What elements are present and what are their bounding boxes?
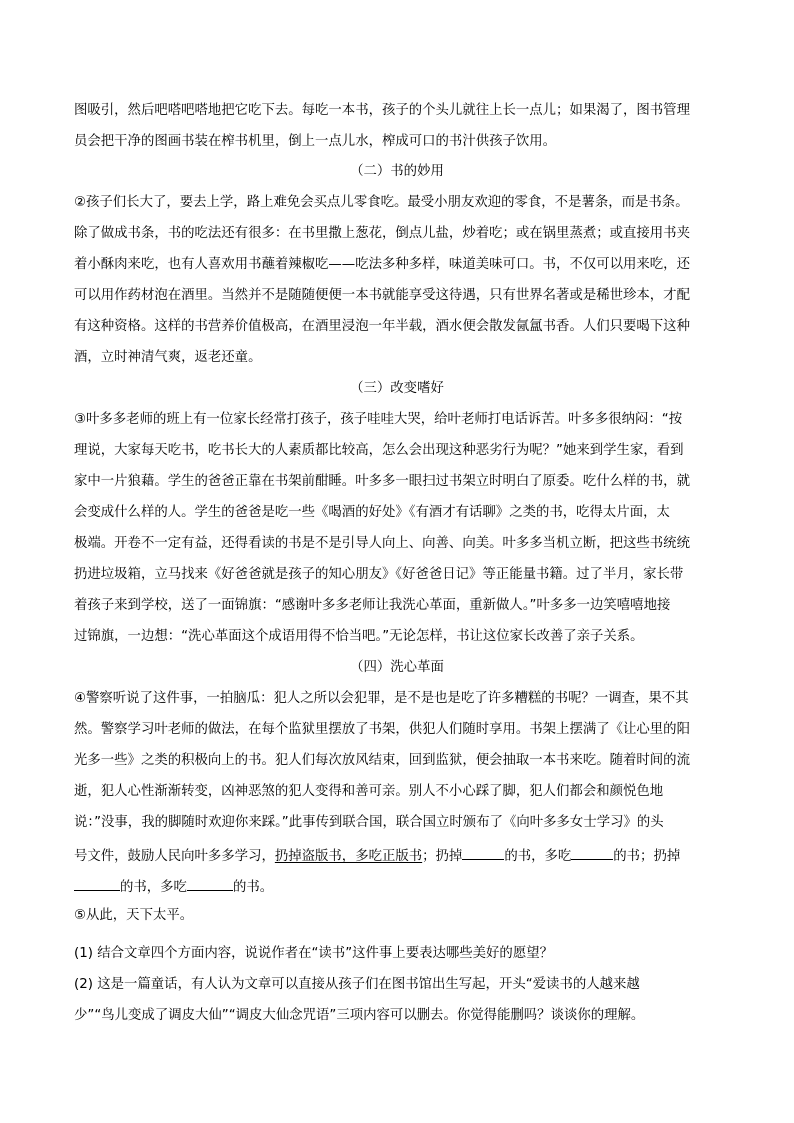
paragraph-3-line-4: 会变成什么样的人。学生的爸爸是吃一些《喝酒的好处》《有酒才有话聊》之类的书，吃得太片面，太 bbox=[74, 505, 670, 520]
paragraph-2-line-4: 可以用作药材泡在酒里。当然并不是随随便便一本书就能享受这待遇，只有世界名著或是稀世珍本，才配 bbox=[74, 288, 690, 303]
answer-blank[interactable] bbox=[462, 844, 504, 860]
question-2-line-2: 少”“鸟儿变成了调皮大仙”“调皮大仙念咒语”三项内容可以删去。你觉得能删吗？谈谈你的理解。 bbox=[74, 1008, 645, 1023]
section-heading-3: （三）改变嗜好 bbox=[350, 381, 444, 396]
intro-line-1: 图吸引，然后吧嗒吧嗒地把它吃下去。每吃一本书，孩子的个头儿就往上长一点儿；如果渴了，图书管理 bbox=[74, 103, 690, 118]
p4-line6-text: 号文件，鼓励人民向叶多多学习， bbox=[74, 849, 275, 864]
underlined-phrase: 扔掉盗版书，多吃正版书 bbox=[274, 849, 423, 864]
paragraph-3-line-8: 过锦旗，一边想：“洗心革面这个成语用得不恰当吧。”无论怎样，书让这位家长改善了亲子关系。 bbox=[74, 629, 644, 644]
paragraph-4-line-6 bbox=[74, 844, 680, 864]
p4-line7-seg2: 的书。 bbox=[232, 880, 274, 895]
paragraph-3-line-5: 极端。开卷不一定有益，还得看读的书是不是引导人向上、向善、向美。叶多多当机立断，把这些书统统 bbox=[74, 536, 690, 551]
answer-blank[interactable] bbox=[74, 875, 120, 891]
paragraph-2-line-3: 着小酥肉来吃，也有人喜欢用书蘸着辣椒吃——吃法多种多样，味道美味可口。书，不仅可以用来吃，还 bbox=[74, 257, 690, 272]
question-1: (1) 结合文章四个方面内容，说说作者在“读书”这件事上要表达哪些美好的愿望？ bbox=[74, 946, 553, 961]
paragraph-3-line-2: 理说，大家每天吃书，吃书长大的人素质都比较高，怎么会出现这种恶劣行为呢？”她来到学生家，看到 bbox=[74, 443, 684, 458]
paragraph-2-line-5: 有这种资格。这样的书营养价值极高，在酒里浸泡一年半载，酒水便会散发氤氲书香。人们只要喝下这种 bbox=[74, 319, 690, 334]
paragraph-2-line-6: 酒，立时神清气爽，返老还童。 bbox=[74, 350, 262, 365]
paragraph-4-line-2: 然。警察学习叶老师的做法，在每个监狱里摆放了书架，供犯人们随时享用。书架上摆满了《让心里的阳 bbox=[74, 722, 690, 737]
section-heading-4: （四）洗心革面 bbox=[350, 660, 444, 675]
paragraph-4-line-3: 光多一些》之类的积极向上的书。犯人们每次放风结束，回到监狱，便会抽取一本书来吃。随着时间的流 bbox=[74, 753, 690, 768]
p4-line7-seg1: 的书，多吃 bbox=[120, 880, 187, 895]
p4-line6-seg1: ；扔掉 bbox=[422, 849, 463, 864]
paragraph-4-line-4: 逝，犯人心性渐渐转变，凶神恶煞的犯人变得和善可亲。别人不小心踩了脚，犯人们都会和颜悦色地 bbox=[74, 784, 664, 799]
paragraph-2-line-1: ②孩子们长大了，要去上学，路上难免会买点儿零食吃。最受小朋友欢迎的零食，不是薯条，而是书条。 bbox=[74, 195, 689, 210]
paragraph-3-line-3: 家中一片狼藉。学生的爸爸正靠在书架前酣睡。叶多多一眼扫过书架立时明白了原委。吃什么样的书，就 bbox=[74, 474, 690, 489]
paragraph-3-line-7: 着孩子来到学校，送了一面锦旗：“感谢叶多多老师让我洗心革面，重新做人。”叶多多一边笑嘻嘻地接 bbox=[74, 598, 671, 613]
paragraph-3-line-1: ③叶多多老师的班上有一位家长经常打孩子，孩子哇哇大哭，给叶老师打电话诉苦。叶多多很纳闷：“按 bbox=[74, 412, 683, 427]
paragraph-4-line-5: 说：”没事，我的脚随时欢迎你来踩。”此事传到联合国，联合国立时颁布了《向叶多多女士学习》的头 bbox=[74, 815, 664, 830]
intro-line-2: 员会把干净的图画书装在榨书机里，倒上一点儿水，榨成可口的书汁供孩子饮用。 bbox=[74, 134, 557, 149]
answer-blank[interactable] bbox=[571, 844, 613, 860]
p4-line6-seg2: 的书，多吃 bbox=[504, 849, 572, 864]
section-heading-2: （二）书的妙用 bbox=[350, 164, 444, 179]
paragraph-2-line-2: 除了做成书条，书的吃法还有很多：在书里撒上葱花，倒点儿盐，炒着吃；或在锅里蒸煮；或直接用书夹 bbox=[74, 226, 690, 241]
p4-line6-seg3: 的书；扔掉 bbox=[613, 849, 681, 864]
answer-blank[interactable] bbox=[187, 875, 233, 891]
question-2-line-1: (2) 这是一篇童话，有人认为文章可以直接从孩子们在图书馆出生写起，开头“爱读书的人越来越 bbox=[74, 977, 640, 992]
paragraph-4-line-7 bbox=[74, 875, 273, 895]
paragraph-3-line-6: 扔进垃圾箱，立马找来《好爸爸就是孩子的知心朋友》《好爸爸日记》等正能量书籍。过了半月，家长带 bbox=[74, 567, 684, 582]
paragraph-4-line-1: ④警察听说了这件事，一拍脑瓜：犯人之所以会犯罪，是不是也是吃了许多糟糕的书呢？一调查，果不其 bbox=[74, 691, 689, 706]
paragraph-5: ⑤从此，天下太平。 bbox=[74, 908, 194, 923]
